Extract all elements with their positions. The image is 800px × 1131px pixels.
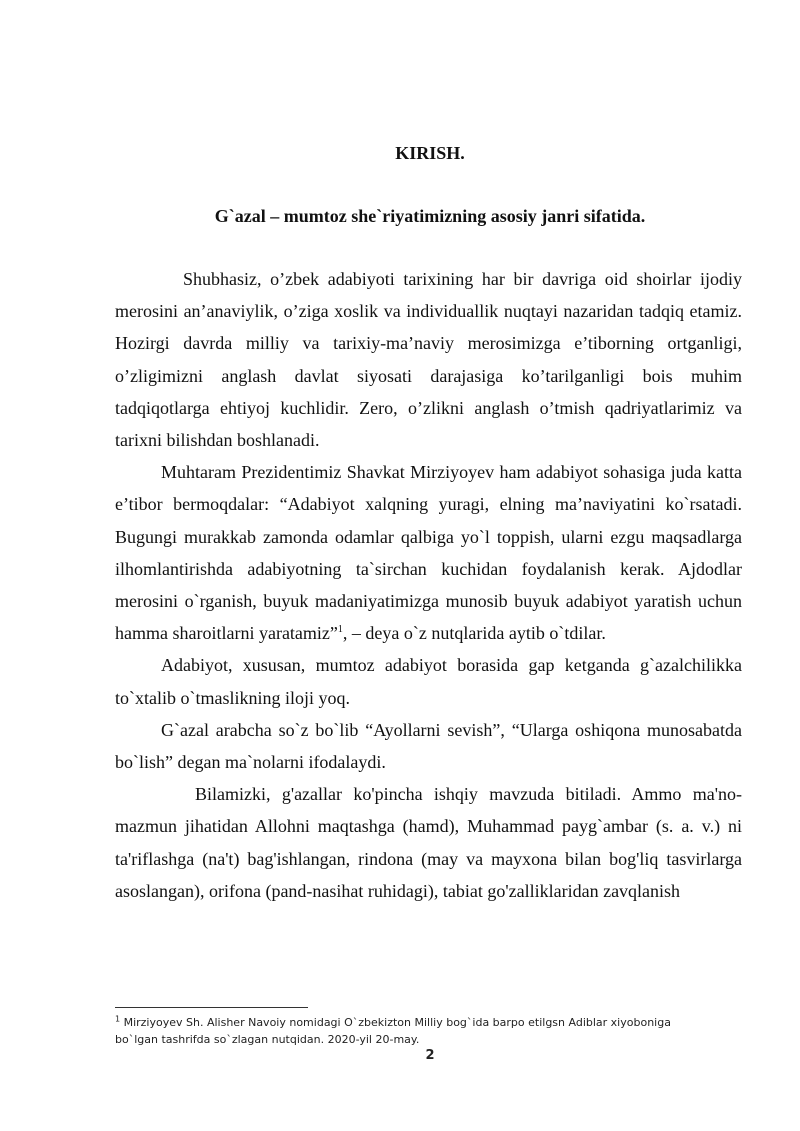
- paragraph-3: Adabiyot, xususan, mumtoz adabiyot borasida gap ketganda g`azalchilikka to`xtalib o`tmaslikning iloji yoq.: [115, 655, 742, 708]
- footnote-marker: 1: [115, 1014, 121, 1024]
- page-number: 2: [425, 1048, 435, 1063]
- body-text: [115, 263, 742, 907]
- footnote-text: Mirziyoyev Sh. Alisher Navoiy nomidagi O`zbekizton Milliy bog`ida barpo etilgsn Adiblar xiyoboniga bo`lgan tashrifda so`zlagan nutqidan. 2020-yil 20-may.: [115, 1016, 671, 1046]
- footnote-separator: [115, 1007, 308, 1008]
- footnote-reference[interactable]: 1: [337, 624, 343, 636]
- page-title: KIRISH.: [395, 143, 465, 163]
- paragraph-1: Shubhasiz, o’zbek adabiyoti tarixining har bir davriga oid shoirlar ijodiy merosini an’anaviylik, o’ziga xoslik va individuallik nuqtayi nazaridan tadqiq etamiz. Hozirgi davrda milliy va tarixiy-ma’naviy merosimizga e’tiborning ortganligi, o’zligimizni anglash davlat siyosati darajasiga ko’tarilganligi bois muhim tadqiqotlarga ehtiyoj kuchlidir. Zero, o’zlikni anglash o’tmish qadriyatlarimiz va tarixni bilishdan boshlanadi.: [115, 269, 742, 451]
- footnote: [115, 1014, 715, 1048]
- paragraph-2-main: Muhtaram Prezidentimiz Shavkat Mirziyoyev ham adabiyot sohasiga juda katta e’tibor bermoqdalar: “Adabiyot xalqning yuragi, elning ma’naviyatini ko`rsatadi. Bugungi murakkab zamonda odamlar qalbiga yo`l toppish, ularni ezgu maqsadlarga ilhomlantirishda adabiyotning ta`sirchan kuchidan foydalanish kerak. Ajdodlar merosini o`rganish, buyuk madaniyatimizga munosib buyuk adabiyot yaratish uchun hamma sharoitlarni yaratamiz”: [115, 462, 742, 644]
- paragraph-5: Bilamizki, g'azallar ko'pincha ishqiy mavzuda bitiladi. Ammo ma'no-mazmun jihatidan Allohni maqtashga (hamd), Muhammad payg`ambar (s. a. v.) ni ta'riflashga (na't) bag'ishlangan, rindona (may va mayxona bilan bog'liq tasvirlarga asoslangan), orifona (pand-nasihat ruhidagi), tabiat go'zalliklaridan zavqlanish: [115, 784, 742, 901]
- section-subtitle: G`azal – mumtoz she`riyatimizning asosiy janri sifatida.: [214, 206, 646, 226]
- paragraph-2-tail: , – deya o`z nutqlarida aytib o`tdilar.: [342, 623, 606, 644]
- paragraph-2: [115, 456, 742, 649]
- paragraph-4: G`azal arabcha so`z bo`lib “Ayollarni sevish”, “Ularga oshiqona munosabatda bo`lish” degan ma`nolarni ifodalaydi.: [115, 719, 742, 773]
